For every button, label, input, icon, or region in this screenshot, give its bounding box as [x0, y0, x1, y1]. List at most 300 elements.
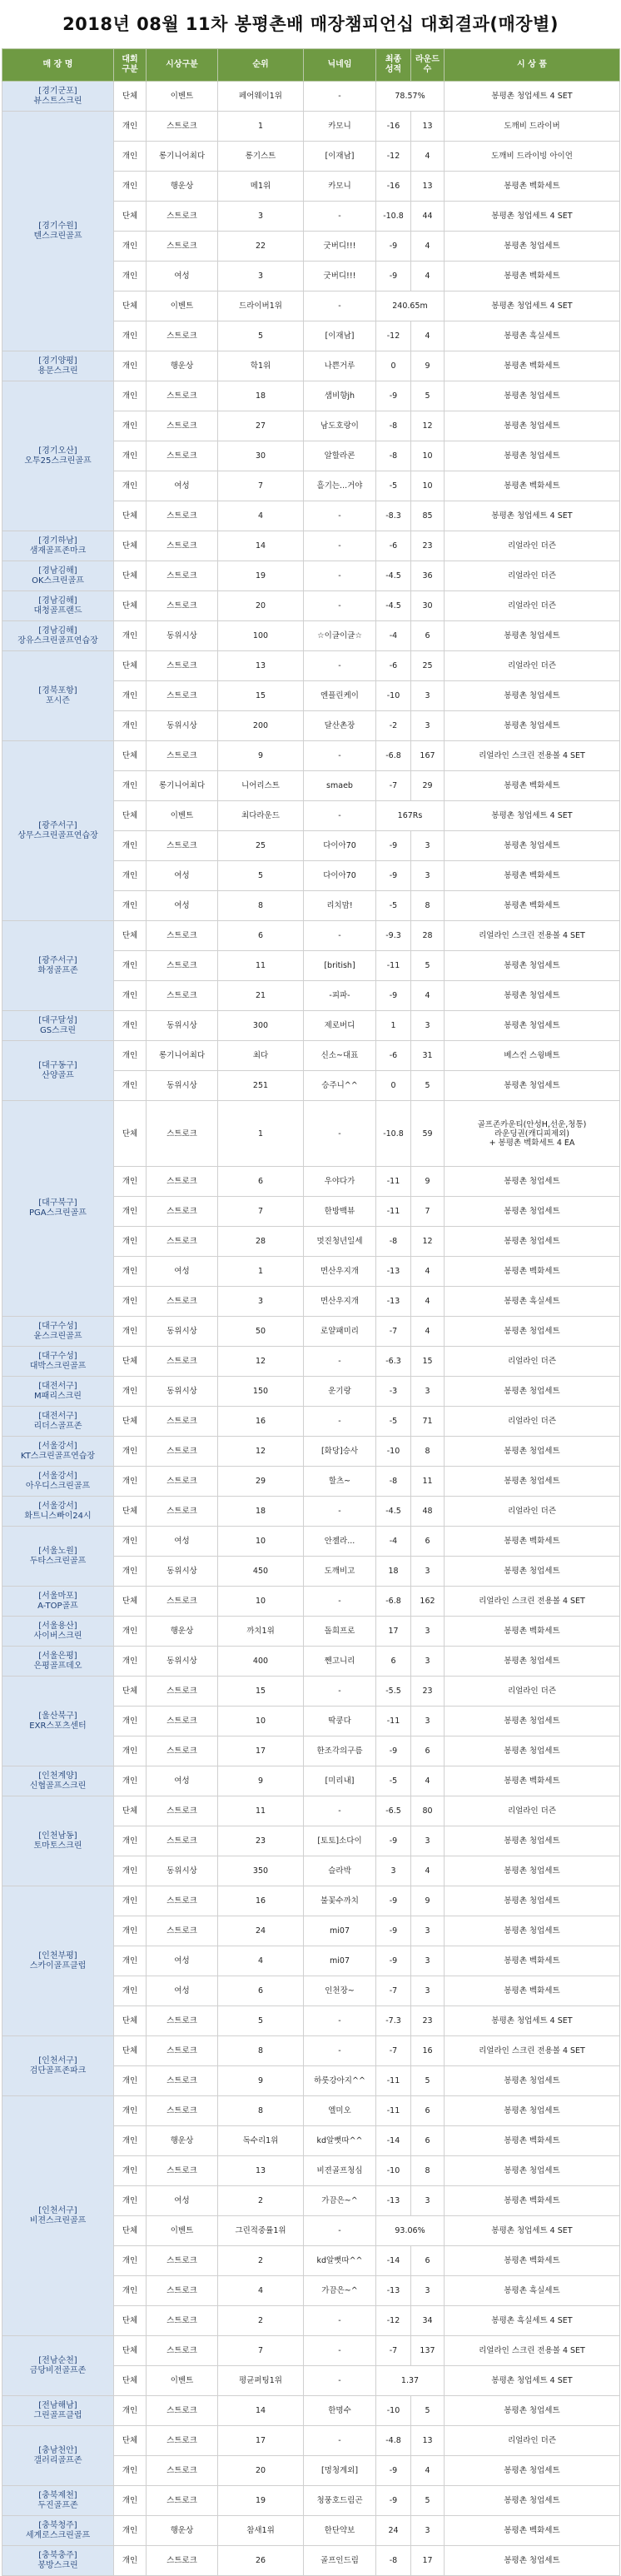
store-name: [서울마포] A-TOP골프 — [37, 1591, 78, 1611]
store-name-cell — [2, 1437, 114, 1467]
final-score-cell: -14 — [376, 2246, 411, 2276]
nickname-cell: - — [304, 591, 376, 621]
prize-text: 봉평촌 벡화세트 — [504, 1537, 560, 1546]
rounds-cell: 3 — [411, 681, 445, 711]
nickname-cell: 인천장~ — [304, 1976, 376, 2006]
nickname-cell: - — [304, 1796, 376, 1826]
prize-cell — [445, 2036, 620, 2066]
store-name: [대구수성] 윤스크린골프 — [33, 1321, 82, 1341]
prize-cell — [445, 2126, 620, 2156]
table-row — [2, 2546, 620, 2576]
rounds-cell: 5 — [411, 2486, 445, 2516]
table-row — [2, 112, 620, 142]
prize-cell — [445, 921, 620, 951]
category-cell: 스트로크 — [147, 2486, 218, 2516]
final-score-cell: -9 — [376, 981, 411, 1011]
rounds-cell: 36 — [411, 561, 445, 591]
store-name-cell — [2, 2396, 114, 2426]
store-name-cell — [2, 2036, 114, 2096]
prize-cell — [445, 2366, 620, 2396]
nickname-cell: kd알뻣따^^ — [304, 2246, 376, 2276]
nickname-cell: - — [304, 651, 376, 681]
nickname-cell: 엘미오 — [304, 2096, 376, 2126]
nickname-cell: - — [304, 921, 376, 951]
nickname-cell: 면산우지개 — [304, 1287, 376, 1317]
rank-cell: 10 — [218, 1587, 304, 1617]
prize-text: 봉평촌 벡화세트 — [504, 1267, 560, 1276]
group-cell: 개인 — [114, 2126, 147, 2156]
rank-cell: 17 — [218, 2426, 304, 2456]
group-cell: 단체 — [114, 561, 147, 591]
rounds-cell: 13 — [411, 172, 445, 202]
nickname-cell: [멍청계외] — [304, 2456, 376, 2486]
rank-cell: 300 — [218, 1011, 304, 1041]
rank-cell: 30 — [218, 441, 304, 471]
rank-cell: 12 — [218, 1347, 304, 1377]
prize-cell — [445, 172, 620, 202]
nickname-cell: 우야다가 — [304, 1167, 376, 1197]
rounds-cell: 6 — [411, 2246, 445, 2276]
nickname-cell: - — [304, 1407, 376, 1437]
final-score-cell: -9 — [376, 262, 411, 291]
table-row — [2, 1497, 620, 1527]
event-result-cell: 167Rs — [376, 801, 445, 831]
rounds-cell: 8 — [411, 891, 445, 921]
prize-text: 봉평촌 벡화세트 — [504, 272, 560, 281]
event-result-cell: 1.37 — [376, 2366, 445, 2396]
store-name-cell — [2, 1617, 114, 1647]
rank-cell: 메1위 — [218, 172, 304, 202]
prize-text: 봉평촌 청업세트 — [504, 2076, 560, 2085]
prize-text: 봉평촌 청업세트 — [504, 841, 560, 850]
group-cell: 개인 — [114, 1736, 147, 1766]
group-cell: 개인 — [114, 1011, 147, 1041]
final-score-cell: -6 — [376, 1041, 411, 1071]
final-score-cell: -13 — [376, 1287, 411, 1317]
prize-cell — [445, 1707, 620, 1736]
prize-text: 봉평촌 벡화세트 — [504, 2256, 560, 2265]
rounds-cell: 6 — [411, 2096, 445, 2126]
prize-cell — [445, 1377, 620, 1407]
prize-cell — [445, 801, 620, 831]
category-cell: 스트로크 — [147, 651, 218, 681]
final-score-cell: -7 — [376, 771, 411, 801]
group-cell: 개인 — [114, 351, 147, 381]
table-row — [2, 2396, 620, 2426]
category-cell: 동위시상 — [147, 1647, 218, 1677]
table-header-row — [2, 49, 620, 82]
rounds-cell: 6 — [411, 621, 445, 651]
prize-cell — [445, 1527, 620, 1557]
rounds-cell: 8 — [411, 1437, 445, 1467]
prize-cell — [445, 232, 620, 262]
nickname-cell: - — [304, 741, 376, 771]
rank-cell: 1 — [218, 1257, 304, 1287]
prize-text: 봉평촌 청업세트 — [504, 2556, 560, 2565]
final-score-cell: -16 — [376, 112, 411, 142]
final-score-cell: -9 — [376, 1736, 411, 1766]
group-cell: 단체 — [114, 291, 147, 321]
rank-cell: 8 — [218, 2096, 304, 2126]
nickname-cell: 한단약보 — [304, 2516, 376, 2546]
nickname-cell: [토토]소다이 — [304, 1826, 376, 1856]
rank-cell: 50 — [218, 1317, 304, 1347]
group-cell: 단체 — [114, 2036, 147, 2066]
prize-cell — [445, 2486, 620, 2516]
group-cell: 개인 — [114, 1377, 147, 1407]
store-name-cell — [2, 1497, 114, 1527]
category-cell: 동위시상 — [147, 1557, 218, 1587]
group-cell: 개인 — [114, 262, 147, 291]
category-cell: 스트로크 — [147, 2456, 218, 2486]
rank-cell: 26 — [218, 2546, 304, 2576]
category-cell: 여성 — [147, 891, 218, 921]
rounds-cell: 4 — [411, 981, 445, 1011]
table-row — [2, 1587, 620, 1617]
category-cell: 행운상 — [147, 2126, 218, 2156]
table-row — [2, 2336, 620, 2366]
rank-cell: 14 — [218, 2396, 304, 2426]
category-cell: 스트로크 — [147, 2396, 218, 2426]
rank-cell: 8 — [218, 2036, 304, 2066]
prize-cell — [445, 2456, 620, 2486]
rounds-cell: 12 — [411, 411, 445, 441]
group-cell: 단체 — [114, 1587, 147, 1617]
rank-cell: 15 — [218, 1677, 304, 1707]
prize-text: 봉평촌 청업세트 — [504, 1237, 560, 1246]
group-cell: 개인 — [114, 2096, 147, 2126]
prize-cell — [445, 1677, 620, 1707]
rank-cell: 100 — [218, 621, 304, 651]
nickname-cell: 한명수 — [304, 2396, 376, 2426]
group-cell: 개인 — [114, 2486, 147, 2516]
final-score-cell: -9 — [376, 1826, 411, 1856]
group-cell: 단체 — [114, 1407, 147, 1437]
category-cell: 스트로크 — [147, 2546, 218, 2576]
final-score-cell: -4.8 — [376, 2426, 411, 2456]
nickname-cell: 골프인드림 — [304, 2546, 376, 2576]
nickname-cell: [미리내] — [304, 1766, 376, 1796]
rounds-cell: 15 — [411, 1347, 445, 1377]
store-name: [경기군포] 뷰스트스크린 — [33, 86, 82, 106]
final-score-cell: -10 — [376, 681, 411, 711]
prize-text: 봉평촌 청업세트 — [504, 721, 560, 730]
store-name: [대전서구] M패리스크린 — [34, 1381, 82, 1401]
category-cell: 스트로크 — [147, 112, 218, 142]
prize-cell — [445, 1886, 620, 1916]
rank-cell: 16 — [218, 1407, 304, 1437]
group-cell: 개인 — [114, 831, 147, 861]
rounds-cell: 4 — [411, 1287, 445, 1317]
final-score-cell: -13 — [376, 2186, 411, 2216]
prize-text: 봉평촌 청업세트 — [504, 2496, 560, 2505]
nickname-cell: mi07 — [304, 1916, 376, 1946]
category-cell: 스트로크 — [147, 741, 218, 771]
rank-cell: 21 — [218, 981, 304, 1011]
rank-cell: 최다라운드 — [218, 801, 304, 831]
rounds-cell: 71 — [411, 1407, 445, 1437]
rank-cell: 150 — [218, 1377, 304, 1407]
final-score-cell: -9 — [376, 232, 411, 262]
final-score-cell: -4 — [376, 1527, 411, 1557]
store-name: [대구동구] 산양골프 — [38, 1060, 77, 1080]
rank-cell: 6 — [218, 1976, 304, 2006]
rank-cell: 9 — [218, 1766, 304, 1796]
nickname-cell: - — [304, 501, 376, 531]
store-name-cell — [2, 561, 114, 591]
store-name: [서울강서] 화트니스빠이24시 — [24, 1501, 92, 1521]
prize-cell — [445, 1437, 620, 1467]
store-name: [서울은평] 은평골프데오 — [33, 1651, 82, 1671]
prize-text: 리얼라인 더즌 — [507, 1417, 557, 1426]
prize-cell — [445, 82, 620, 112]
rank-cell: 5 — [218, 2006, 304, 2036]
final-score-cell: -9.3 — [376, 921, 411, 951]
group-cell: 단체 — [114, 1796, 147, 1826]
category-cell: 여성 — [147, 471, 218, 501]
final-score-cell: -5 — [376, 471, 411, 501]
category-cell: 이벤트 — [147, 2366, 218, 2396]
prize-text: 봉평촌 청업세트 — [504, 2406, 560, 2415]
rounds-cell: 6 — [411, 1527, 445, 1557]
prize-cell — [445, 531, 620, 561]
final-score-cell: -8 — [376, 1227, 411, 1257]
group-cell: 단체 — [114, 2306, 147, 2336]
rank-cell: 24 — [218, 1916, 304, 1946]
prize-text: 봉평촌 청업세트 — [504, 991, 560, 1000]
nickname-cell: - — [304, 1101, 376, 1167]
table-row — [2, 1467, 620, 1497]
rank-cell: 19 — [218, 2486, 304, 2516]
nickname-cell: - — [304, 801, 376, 831]
prize-text: 봉평촌 청업세트 — [504, 1081, 560, 1090]
final-score-cell: -7 — [376, 1317, 411, 1347]
group-cell: 개인 — [114, 1617, 147, 1647]
prize-cell — [445, 411, 620, 441]
final-score-cell: -4.5 — [376, 561, 411, 591]
nickname-cell: - — [304, 2306, 376, 2336]
category-cell: 여성 — [147, 1976, 218, 2006]
rank-cell: 5 — [218, 321, 304, 351]
prize-cell — [445, 981, 620, 1011]
final-score-cell: 6 — [376, 1647, 411, 1677]
category-cell: 스트로크 — [147, 441, 218, 471]
group-cell: 개인 — [114, 1527, 147, 1557]
rounds-cell: 162 — [411, 1587, 445, 1617]
nickname-cell: 알할라콘 — [304, 441, 376, 471]
prize-cell — [445, 142, 620, 172]
rounds-cell: 59 — [411, 1101, 445, 1167]
nickname-cell: 흘기는...거야 — [304, 471, 376, 501]
nickname-cell: - — [304, 1677, 376, 1707]
category-cell: 스트로크 — [147, 681, 218, 711]
rounds-cell: 7 — [411, 1197, 445, 1227]
group-cell: 단체 — [114, 2336, 147, 2366]
prize-cell — [445, 2066, 620, 2096]
nickname-cell: - — [304, 531, 376, 561]
prize-text: 봉평촌 벡화세트 — [504, 871, 560, 880]
group-cell: 개인 — [114, 1041, 147, 1071]
rounds-cell: 23 — [411, 1677, 445, 1707]
store-name: [광주서구] 상무스크린골프연습장 — [17, 820, 98, 840]
prize-text: 봉평촌 흑실세트 4 SET — [491, 2316, 573, 2325]
category-cell: 스트로크 — [147, 981, 218, 1011]
store-name-cell — [2, 2486, 114, 2516]
category-cell: 스트로크 — [147, 1467, 218, 1497]
group-cell: 개인 — [114, 1467, 147, 1497]
header-nickname: 닉네임 — [304, 49, 376, 82]
group-cell: 개인 — [114, 1707, 147, 1736]
final-score-cell: -11 — [376, 1707, 411, 1736]
final-score-cell: 0 — [376, 351, 411, 381]
store-name: [인천계양] 신협골프스크린 — [29, 1771, 87, 1791]
prize-text: 봉평촌 청업세트 — [504, 1657, 560, 1666]
category-cell: 여성 — [147, 1257, 218, 1287]
category-cell: 스트로크 — [147, 2006, 218, 2036]
final-score-cell: 3 — [376, 1856, 411, 1886]
prize-cell — [445, 1257, 620, 1287]
rank-cell: 3 — [218, 202, 304, 232]
final-score-cell: -11 — [376, 2096, 411, 2126]
prize-text: 봉평촌 청업세트 4 SET — [491, 2226, 573, 2235]
prize-cell — [445, 1227, 620, 1257]
prize-text: 봉평촌 청업세트 — [504, 691, 560, 700]
nickname-cell: - — [304, 2366, 376, 2396]
table-row — [2, 561, 620, 591]
prize-cell — [445, 1167, 620, 1197]
category-cell: 스트로크 — [147, 2426, 218, 2456]
final-score-cell: -6 — [376, 651, 411, 681]
store-name-cell — [2, 1041, 114, 1101]
group-cell: 개인 — [114, 142, 147, 172]
category-cell: 스트로크 — [147, 951, 218, 981]
rounds-cell: 9 — [411, 1886, 445, 1916]
category-cell: 스트로크 — [147, 501, 218, 531]
category-cell: 스트로크 — [147, 1437, 218, 1467]
prize-text: 봉평촌 청업세트 — [504, 421, 560, 431]
prize-cell — [445, 2396, 620, 2426]
rank-cell: 2 — [218, 2246, 304, 2276]
prize-cell — [445, 202, 620, 232]
store-name-cell — [2, 2546, 114, 2576]
rounds-cell: 4 — [411, 1257, 445, 1287]
category-cell: 이벤트 — [147, 291, 218, 321]
rounds-cell: 5 — [411, 1071, 445, 1101]
rank-cell: 11 — [218, 951, 304, 981]
table-row — [2, 82, 620, 112]
nickname-cell: smaeb — [304, 771, 376, 801]
group-cell: 개인 — [114, 1557, 147, 1587]
store-name-cell — [2, 1467, 114, 1497]
final-score-cell: -9 — [376, 1886, 411, 1916]
prize-text: 봉평촌 청업세트 — [504, 242, 560, 251]
final-score-cell: -5.5 — [376, 1677, 411, 1707]
rank-cell: 20 — [218, 591, 304, 621]
store-name-cell — [2, 2336, 114, 2396]
store-name: [경남김해] 대청골프랜드 — [33, 595, 82, 615]
prize-cell — [445, 381, 620, 411]
prize-text: 봉평촌 벡화세트 — [504, 182, 560, 191]
prize-text: 봉평촌 청업세트 — [504, 631, 560, 640]
final-score-cell: -3 — [376, 1377, 411, 1407]
nickname-cell: - — [304, 2426, 376, 2456]
prize-cell — [445, 861, 620, 891]
rounds-cell: 25 — [411, 651, 445, 681]
rank-cell: 6 — [218, 921, 304, 951]
category-cell: 이벤트 — [147, 2216, 218, 2246]
final-score-cell: -12 — [376, 2306, 411, 2336]
prize-cell — [445, 621, 620, 651]
prize-cell — [445, 501, 620, 531]
final-score-cell: -6 — [376, 531, 411, 561]
prize-cell — [445, 262, 620, 291]
rank-cell: 25 — [218, 831, 304, 861]
prize-cell — [445, 741, 620, 771]
group-cell: 개인 — [114, 621, 147, 651]
prize-cell — [445, 2336, 620, 2366]
rounds-cell: 31 — [411, 1041, 445, 1071]
prize-cell — [445, 351, 620, 381]
nickname-cell: kd알뻣따^^ — [304, 2126, 376, 2156]
prize-cell — [445, 711, 620, 741]
rounds-cell: 13 — [411, 112, 445, 142]
prize-cell — [445, 1976, 620, 2006]
prize-text: 리얼라인 더즌 — [507, 2436, 557, 2445]
nickname-cell: ☆이글이글☆ — [304, 621, 376, 651]
rank-cell: 4 — [218, 501, 304, 531]
nickname-cell: - — [304, 1587, 376, 1617]
final-score-cell: -10.8 — [376, 202, 411, 232]
prize-cell — [445, 1587, 620, 1617]
group-cell: 개인 — [114, 1287, 147, 1317]
prize-text: 리얼라인 더즌 — [507, 571, 557, 580]
prize-cell — [445, 1467, 620, 1497]
group-cell: 단체 — [114, 2366, 147, 2396]
final-score-cell: -11 — [376, 2066, 411, 2096]
rank-cell: 29 — [218, 1467, 304, 1497]
store-name: [경남김해] OK스크린골프 — [32, 566, 84, 585]
rounds-cell: 4 — [411, 1766, 445, 1796]
nickname-cell: - — [304, 1347, 376, 1377]
prize-text: 봉평촌 청업세트 — [504, 961, 560, 970]
table-row — [2, 1437, 620, 1467]
rounds-cell: 5 — [411, 2396, 445, 2426]
table-row — [2, 651, 620, 681]
store-name: [경기수원] 텐스크린골프 — [33, 221, 82, 241]
nickname-cell: 안젤라... — [304, 1527, 376, 1557]
rank-cell: 평균퍼팅1위 — [218, 2366, 304, 2396]
store-name-cell — [2, 621, 114, 651]
rounds-cell: 30 — [411, 591, 445, 621]
rounds-cell: 5 — [411, 951, 445, 981]
category-cell: 스트로크 — [147, 921, 218, 951]
prize-text: 봉평촌 청업세트 — [504, 1926, 560, 1936]
prize-text: 봉평촌 청업세트 4 SET — [491, 92, 573, 101]
final-score-cell: -7.3 — [376, 2006, 411, 2036]
store-name-cell — [2, 2426, 114, 2486]
nickname-cell: 신소~대표 — [304, 1041, 376, 1071]
prize-cell — [445, 441, 620, 471]
store-name-cell — [2, 531, 114, 561]
rank-cell: 5 — [218, 861, 304, 891]
store-name-cell — [2, 381, 114, 531]
rounds-cell: 28 — [411, 921, 445, 951]
rounds-cell: 4 — [411, 262, 445, 291]
prize-text: 봉평촌 흑실세트 — [504, 2286, 560, 2295]
store-name: [서울강서] 아우디스크린골프 — [25, 1471, 91, 1491]
nickname-cell: - — [304, 202, 376, 232]
store-name: [인천서구] 비젼스크린골프 — [29, 2205, 87, 2225]
